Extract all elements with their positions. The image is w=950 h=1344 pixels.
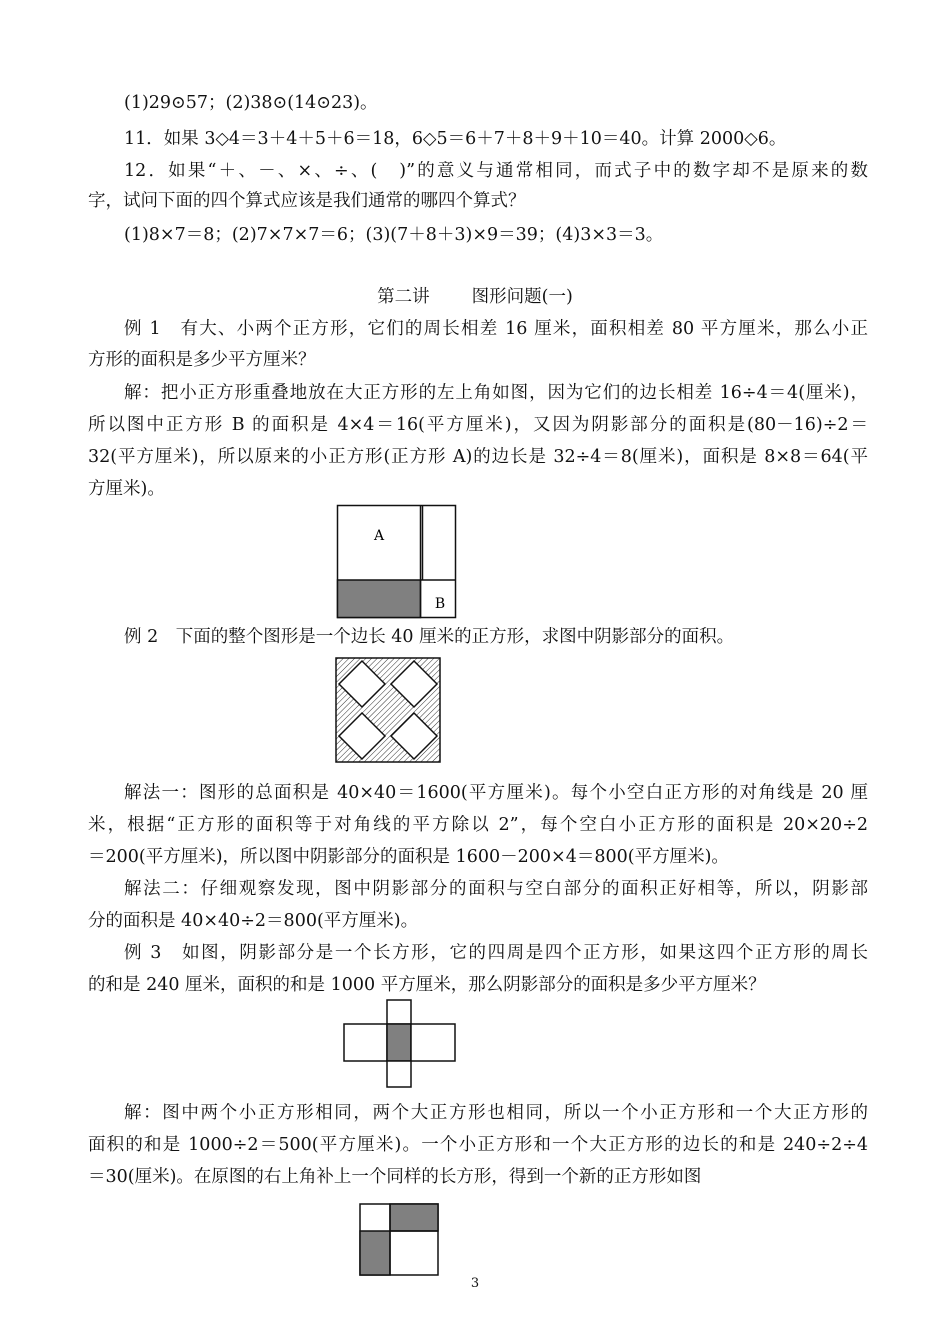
label-b: B <box>434 596 446 612</box>
solution-2a-line1: 解法一：图形的总面积是 40×40＝1600(平方厘米)。每个小空白正方形的对角线是 20 厘 <box>124 783 868 803</box>
example-3-line2: 的和是 240 厘米，面积的和是 1000 平方厘米，那么阴影部分的面积是多少平方厘米？ <box>88 975 766 995</box>
section-title-topic: 图形问题(一) <box>471 287 573 307</box>
small-square-bottom <box>387 1061 411 1087</box>
shaded-rectangle-center <box>387 1024 411 1061</box>
exercise-10-parts: (1)29⊙57；(2)38⊙(14⊙23)。 <box>124 93 378 113</box>
section-title <box>0 284 950 310</box>
small-square-top <box>387 1000 411 1024</box>
shaded-rectangle-left <box>360 1231 390 1275</box>
example-3-line1: 例 3 如图，阴影部分是一个长方形，它的四周是四个正方形，如果这四个正方形的周长 <box>124 943 868 963</box>
page-number: 3 <box>470 1276 480 1291</box>
large-square-left <box>344 1024 387 1061</box>
solution-1-line4: 方厘米)。 <box>88 479 165 499</box>
solution-2b-line1: 解法二：仔细观察发现，图中阴影部分的面积与空白部分的面积正好相等，所以，阴影部 <box>124 879 868 899</box>
figure-cross <box>342 998 458 1090</box>
solution-2a-line3: ＝200(平方厘米)，所以图中阴影部分的面积是 1600－200×4＝800(平方厘米)。 <box>88 847 729 867</box>
section-title-lecture: 第二讲 <box>377 287 430 307</box>
exercise-12-line2: 字，试问下面的四个算式应该是我们通常的哪四个算式？ <box>88 191 526 211</box>
solution-1-line1: 解：把小正方形重叠地放在大正方形的左上角如图，因为它们的边长相差 16÷4＝4(厘米)， <box>124 383 868 403</box>
solution-1-line2: 所以图中正方形 B 的面积是 4×4＝16(平方厘米)，又因为阴影部分的面积是(80－16)÷2＝ <box>88 415 868 435</box>
shaded-rectangle-top <box>390 1204 438 1231</box>
label-a: A <box>373 528 385 544</box>
exercise-11: 11．如果 3◇4＝3＋4＋5＋6＝18，6◇5＝6＋7＋8＋9＋10＝40。计算 2000◇6。 <box>124 129 787 149</box>
example-1-line2: 方形的面积是多少平方厘米？ <box>88 350 316 370</box>
large-square-right <box>411 1024 455 1061</box>
solution-1-line3: 32(平方厘米)，所以原来的小正方形(正方形 A)的边长是 32÷4＝8(厘米)，面积是 8×8＝64(平 <box>88 447 868 467</box>
exercise-12-formulas: (1)8×7＝8；(2)7×7×7＝6；(3)(7＋8＋3)×9＝39；(4)3×3＝3。 <box>124 225 664 245</box>
figure-squares-ab <box>336 504 460 620</box>
solution-3-line2: 面积的和是 1000÷2＝500(平方厘米)。一个小正方形和一个大正方形的边长的和是 240÷2÷4 <box>88 1135 868 1155</box>
solution-2b-line2: 分的面积是 40×40÷2＝800(平方厘米)。 <box>88 911 419 931</box>
exercise-12-line1: 12．如果“＋、－、×、÷、( )”的意义与通常相同，而式子中的数字却不是原来的数 <box>124 161 868 181</box>
solution-2a-line2: 米，根据“正方形的面积等于对角线的平方除以 2”，每个空白小正方形的面积是 20×20÷2 <box>88 815 868 835</box>
solution-3-line1: 解：图中两个小正方形相同，两个大正方形也相同，所以一个小正方形和一个大正方形的 <box>124 1103 868 1123</box>
shaded-rectangle <box>338 580 421 618</box>
figure-new-square <box>358 1202 442 1278</box>
figure-hatched-square <box>334 656 444 766</box>
example-1-line1: 例 1 有大、小两个正方形，它们的周长相差 16 厘米，面积相差 80 平方厘米，那么小正 <box>124 319 868 339</box>
example-2: 例 2 下面的整个图形是一个边长 40 厘米的正方形，求图中阴影部分的面积。 <box>124 627 735 647</box>
solution-3-line3: ＝30(厘米)。在原图的右上角补上一个同样的长方形，得到一个新的正方形如图 <box>88 1167 702 1187</box>
